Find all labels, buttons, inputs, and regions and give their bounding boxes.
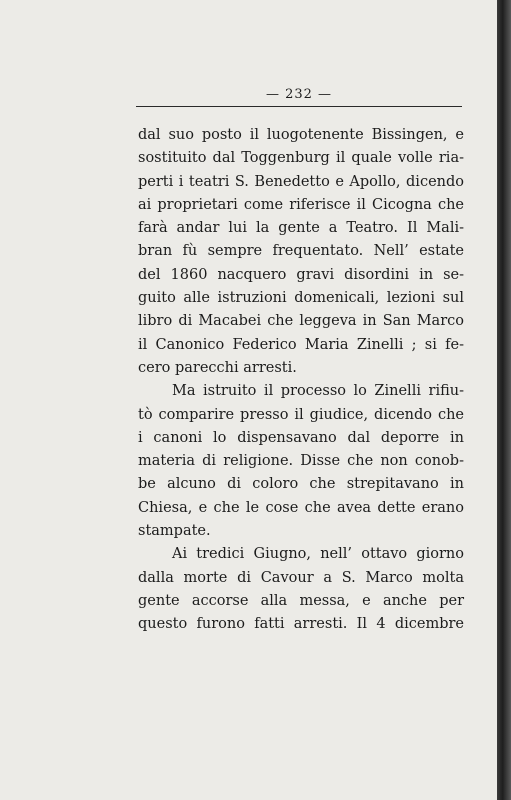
text-line: cero parecchi arresti.: [138, 359, 297, 376]
text-line: dalla morte di Cavour a S. Marco molta: [138, 569, 464, 586]
text-line: il Canonico Federico Maria Zinelli ; si fe-: [138, 336, 464, 353]
text-line: i canoni lo dispensavano dal deporre in: [138, 429, 464, 446]
text-line: dal suo posto il luogotenente Bissingen, e: [138, 127, 464, 143]
text-line: perti i teatri S. Benedetto e Apollo, dicendo: [138, 173, 464, 190]
text-line: guito alle istruzioni domenicali, lezioni sul: [138, 290, 464, 307]
header-rule: [136, 106, 462, 107]
text-line: be alcuno di coloro che strepitavano in: [138, 476, 464, 493]
text-line: ai proprietari come riferisce il Cicogna che: [138, 196, 464, 213]
page-body: [138, 124, 464, 637]
page-header: [136, 86, 462, 108]
page-binding-edge: [497, 0, 511, 800]
text-line: Ai tredici Giugno, nell’ ottavo giorno: [172, 546, 464, 563]
page-number: — 232 —: [265, 87, 333, 102]
text-line: del 1860 nacquero gravi disordini in se-: [138, 266, 464, 283]
text-line: Ma istruito il processo lo Zinelli rifiu-: [172, 383, 464, 400]
text-line: gente accorse alla messa, e anche per: [138, 592, 464, 609]
text-line: stampate.: [138, 523, 211, 540]
text-line: questo furono fatti arresti. Il 4 dicembre: [138, 616, 464, 633]
text-line: sostituito dal Toggenburg il quale volle ria-: [138, 150, 464, 167]
text-line: libro di Macabei che leggeva in San Marco: [138, 313, 464, 330]
text-line: bran fù sempre frequentato. Nell’ estate: [138, 243, 464, 260]
text-line: tò comparire presso il giudice, dicendo che: [138, 406, 464, 423]
text-line: Chiesa, e che le cose che avea dette erano: [138, 499, 464, 516]
text-line: farà andar lui la gente a Teatro. Il Mali-: [138, 220, 464, 237]
text-line: materia di religione. Disse che non conob-: [138, 453, 464, 470]
